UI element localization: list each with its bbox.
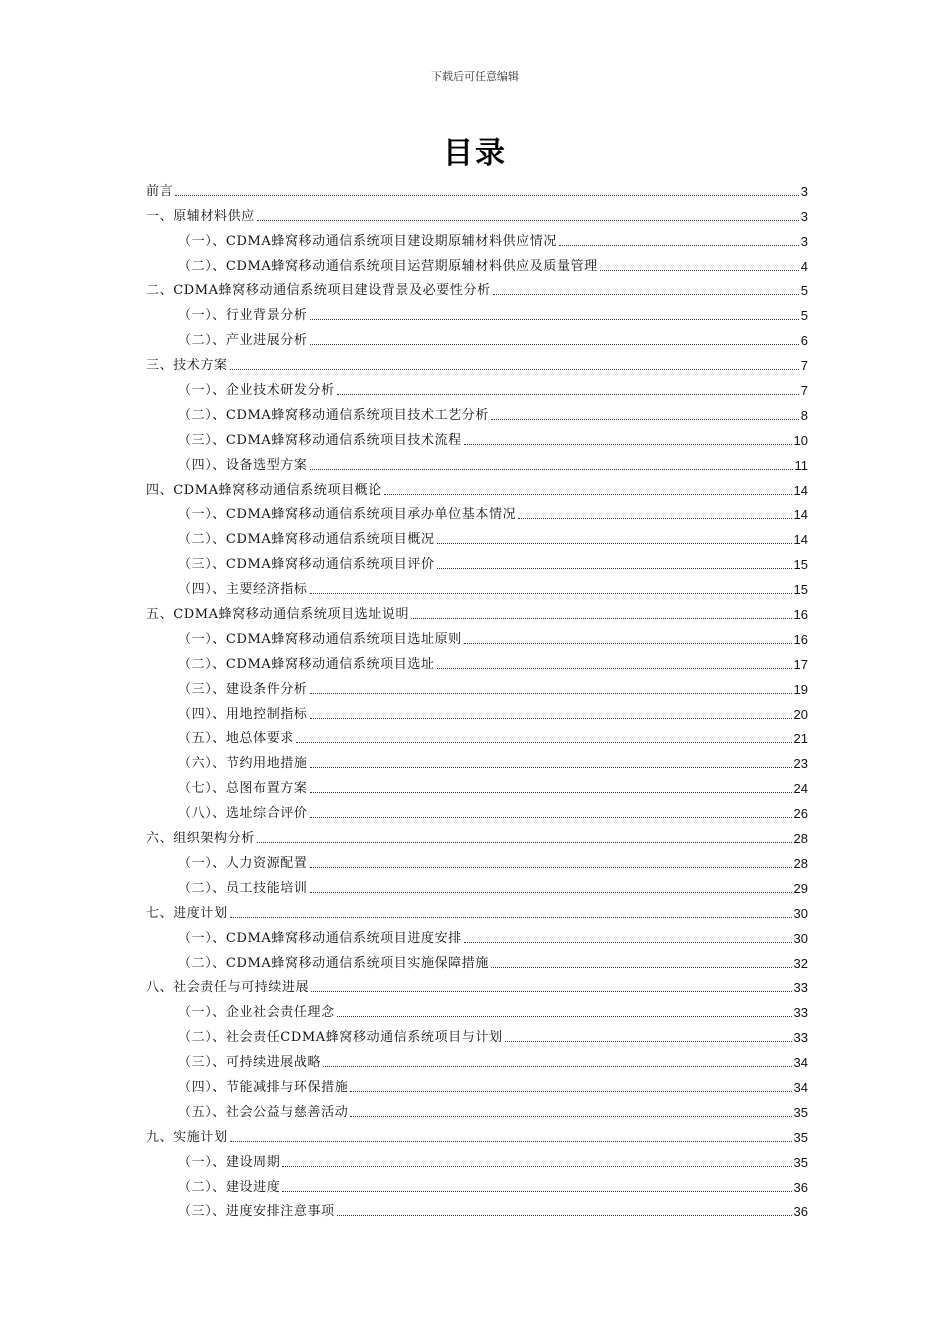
toc-entry-text: （二）、CDMA蜂窝移动通信系统项目概况 (178, 532, 435, 548)
dot-leader (323, 1066, 791, 1067)
toc-entry-text: （二）、CDMA蜂窝移动通信系统项目选址 (178, 656, 435, 672)
toc-entry-text: （七）、总图布置方案 (178, 781, 308, 797)
toc-entry[interactable] (146, 1071, 808, 1096)
toc-entry-text: 八、社会责任与可持续进展 (146, 980, 310, 996)
toc-entry[interactable] (146, 275, 808, 300)
toc-page-number: 16 (793, 631, 808, 647)
dot-leader (310, 867, 792, 868)
dot-leader (257, 220, 799, 221)
toc-page-number: 7 (800, 358, 808, 374)
toc-entry-text: （一）、行业背景分析 (178, 308, 308, 324)
toc-entry-text: （三）、进度安排注意事项 (178, 1204, 335, 1220)
toc-entry[interactable] (146, 250, 808, 275)
toc-entry[interactable] (146, 598, 808, 623)
toc-entry-text: （三）、建设条件分析 (178, 681, 308, 697)
dot-leader (600, 270, 799, 271)
toc-page-number: 33 (793, 1030, 808, 1046)
toc-entry-text: （八）、选址综合评价 (178, 806, 308, 822)
toc-entry-text: （一）、CDMA蜂窝移动通信系统项目选址原则 (178, 631, 462, 647)
toc-page-number: 10 (793, 432, 808, 448)
toc-entry-text: （二）、社会责任CDMA蜂窝移动通信系统项目与计划 (178, 1030, 503, 1046)
toc-page-number: 19 (793, 681, 808, 697)
toc-page-number: 32 (793, 955, 808, 971)
dot-leader (437, 543, 792, 544)
toc-entry[interactable] (146, 548, 808, 573)
toc-entry-text: （四）、主要经济指标 (178, 582, 308, 598)
toc-entry-text: （六）、节约用地措施 (178, 756, 308, 772)
toc-entry[interactable] (146, 947, 808, 972)
toc-page-number: 11 (794, 457, 808, 473)
toc-page-number: 35 (793, 1129, 808, 1145)
toc-page-number: 15 (793, 557, 808, 573)
toc-page-number: 23 (793, 756, 808, 772)
dot-leader (518, 518, 791, 519)
dot-leader (282, 1191, 791, 1192)
toc-entry[interactable] (146, 1096, 808, 1121)
toc-entry-text: 一、原辅材料供应 (146, 208, 255, 224)
toc-entry[interactable] (146, 299, 808, 324)
toc-entry-text: （五）、社会公益与慈善活动 (178, 1104, 349, 1120)
toc-entry[interactable] (146, 996, 808, 1021)
dot-leader (310, 892, 792, 893)
toc-entry-text: 四、CDMA蜂窝移动通信系统项目概论 (146, 482, 382, 498)
toc-page-number: 4 (800, 258, 808, 274)
dot-leader (337, 1215, 792, 1216)
dot-leader (464, 942, 792, 943)
toc-page-number: 20 (793, 706, 808, 722)
toc-entry-text: 前言 (146, 183, 174, 199)
toc-entry-text: （二）、CDMA蜂窝移动通信系统项目技术工艺分析 (178, 407, 489, 423)
dot-leader (230, 1141, 792, 1142)
toc-title: 目录 (443, 136, 507, 171)
header-note: 下载后可任意编辑 (431, 70, 519, 83)
toc-page-number: 21 (793, 731, 808, 747)
toc-page-number: 34 (793, 1055, 808, 1071)
toc-page-number: 35 (793, 1104, 808, 1120)
toc-entry[interactable] (146, 772, 808, 797)
toc-entry-text: （一）、建设周期 (178, 1154, 281, 1170)
toc-page-number: 30 (793, 905, 808, 921)
toc-entry[interactable] (146, 747, 808, 772)
toc-entry-text: （二）、产业进展分析 (178, 333, 308, 349)
dot-leader (505, 1041, 792, 1042)
dot-leader (310, 319, 799, 320)
dot-leader (310, 693, 792, 694)
dot-leader (310, 792, 792, 793)
dot-leader (311, 991, 791, 992)
toc-page-number: 30 (793, 930, 808, 946)
toc-entry[interactable] (146, 175, 808, 200)
toc-entry[interactable] (146, 1171, 808, 1196)
toc-entry-text: （四）、节能减排与环保措施 (178, 1079, 349, 1095)
dot-leader (491, 419, 799, 420)
dot-leader (310, 718, 792, 719)
dot-leader (437, 568, 792, 569)
dot-leader (559, 245, 799, 246)
toc-page-number: 29 (793, 880, 808, 896)
toc-entry[interactable] (146, 673, 808, 698)
toc-entry[interactable] (146, 349, 808, 374)
toc-entry[interactable] (146, 1146, 808, 1171)
dot-leader (337, 394, 799, 395)
toc-page-number: 14 (793, 507, 808, 523)
toc-page-number: 5 (800, 283, 808, 299)
dot-leader (437, 668, 792, 669)
toc-entry[interactable] (146, 1121, 808, 1146)
dot-leader (282, 1166, 791, 1167)
toc-entry[interactable] (146, 922, 808, 947)
toc-entry-text: 九、实施计划 (146, 1129, 228, 1145)
toc-entry-text: （一）、人力资源配置 (178, 855, 308, 871)
toc-page-number: 16 (793, 607, 808, 623)
toc-entry[interactable] (146, 449, 808, 474)
toc-page-number: 14 (793, 532, 808, 548)
toc-entry-text: 五、CDMA蜂窝移动通信系统项目选址说明 (146, 607, 410, 623)
toc-page-number: 3 (800, 208, 808, 224)
toc-page-number: 7 (800, 383, 808, 399)
toc-page-number: 14 (793, 482, 808, 498)
toc-entry-text: （一）、CDMA蜂窝移动通信系统项目承办单位基本情况 (178, 507, 517, 523)
dot-leader (230, 369, 799, 370)
toc-page-number: 35 (793, 1154, 808, 1170)
toc-page-number: 17 (793, 656, 808, 672)
dot-leader (175, 195, 799, 196)
toc-entry-text: 三、技术方案 (146, 358, 228, 374)
toc-entry[interactable] (146, 225, 808, 250)
toc-entry-text: （三）、CDMA蜂窝移动通信系统项目技术流程 (178, 432, 462, 448)
toc-entry[interactable] (146, 374, 808, 399)
toc-entry-text: （二）、CDMA蜂窝移动通信系统项目实施保障措施 (178, 955, 489, 971)
toc-entry[interactable] (146, 523, 808, 548)
toc-entry-text: 六、组织架构分析 (146, 831, 255, 847)
toc-entry[interactable] (146, 623, 808, 648)
toc-entry-text: 七、进度计划 (146, 905, 228, 921)
dot-leader (464, 643, 792, 644)
toc-entry[interactable] (146, 1196, 808, 1221)
toc-entry-text: （二）、CDMA蜂窝移动通信系统项目运营期原辅材料供应及质量管理 (178, 258, 598, 274)
dot-leader (310, 767, 792, 768)
toc-page-number: 8 (800, 407, 808, 423)
toc-entry-text: （五）、地总体要求 (178, 731, 294, 747)
dot-leader (384, 494, 792, 495)
toc-entry[interactable] (146, 797, 808, 822)
dot-leader (310, 593, 792, 594)
toc-entry[interactable] (146, 1046, 808, 1071)
toc-entry[interactable] (146, 424, 808, 449)
toc-entry[interactable] (146, 474, 808, 499)
toc-page-number: 36 (793, 1204, 808, 1220)
dot-leader (296, 742, 792, 743)
toc-page-number: 26 (793, 806, 808, 822)
dot-leader (310, 817, 792, 818)
toc-entry[interactable] (146, 200, 808, 225)
toc-entry-text: 二、CDMA蜂窝移动通信系统项目建设背景及必要性分析 (146, 283, 491, 299)
toc-entry[interactable] (146, 1021, 808, 1046)
toc-entry-text: （一）、企业技术研发分析 (178, 383, 335, 399)
dot-leader (230, 917, 792, 918)
toc-page-number: 33 (793, 980, 808, 996)
toc-entry-text: （三）、可持续进展战略 (178, 1055, 322, 1071)
dot-leader (411, 618, 791, 619)
toc-entry-text: （一）、CDMA蜂窝移动通信系统项目建设期原辅材料供应情况 (178, 233, 557, 249)
toc-page-number: 24 (793, 781, 808, 797)
toc-page-number: 28 (793, 831, 808, 847)
toc-entry[interactable] (146, 573, 808, 598)
dot-leader (493, 294, 799, 295)
toc-entry-text: （四）、用地控制指标 (178, 706, 308, 722)
toc-entry-text: （二）、员工技能培训 (178, 880, 308, 896)
dot-leader (491, 967, 792, 968)
toc-entry-text: （四）、设备选型方案 (178, 457, 308, 473)
toc-entry-text: （一）、CDMA蜂窝移动通信系统项目进度安排 (178, 930, 462, 946)
toc-entry[interactable] (146, 648, 808, 673)
dot-leader (337, 1016, 792, 1017)
toc-entry[interactable] (146, 698, 808, 723)
dot-leader (350, 1091, 791, 1092)
toc-page-number: 6 (800, 333, 808, 349)
toc-entry[interactable] (146, 822, 808, 847)
toc-page-number: 33 (793, 1005, 808, 1021)
toc-entry-text: （一）、企业社会责任理念 (178, 1005, 335, 1021)
toc-page-number: 3 (800, 183, 808, 199)
toc-entry[interactable] (146, 897, 808, 922)
toc-entry-text: （三）、CDMA蜂窝移动通信系统项目评价 (178, 557, 435, 573)
toc-entry[interactable] (146, 723, 808, 748)
toc-entry[interactable] (146, 872, 808, 897)
toc-page-number: 36 (793, 1179, 808, 1195)
toc-page-number: 15 (793, 582, 808, 598)
dot-leader (310, 469, 793, 470)
toc-entry[interactable] (146, 399, 808, 424)
toc-entry[interactable] (146, 499, 808, 524)
toc-page-number: 28 (793, 855, 808, 871)
toc-entry[interactable] (146, 972, 808, 997)
toc-page-number: 3 (800, 233, 808, 249)
toc-page-number: 34 (793, 1079, 808, 1095)
dot-leader (464, 444, 792, 445)
toc-entry[interactable] (146, 324, 808, 349)
dot-leader (310, 344, 799, 345)
toc-page-number: 5 (800, 308, 808, 324)
toc-entry[interactable] (146, 847, 808, 872)
table-of-contents (146, 175, 808, 1220)
dot-leader (350, 1116, 791, 1117)
dot-leader (257, 842, 792, 843)
toc-entry-text: （二）、建设进度 (178, 1179, 281, 1195)
